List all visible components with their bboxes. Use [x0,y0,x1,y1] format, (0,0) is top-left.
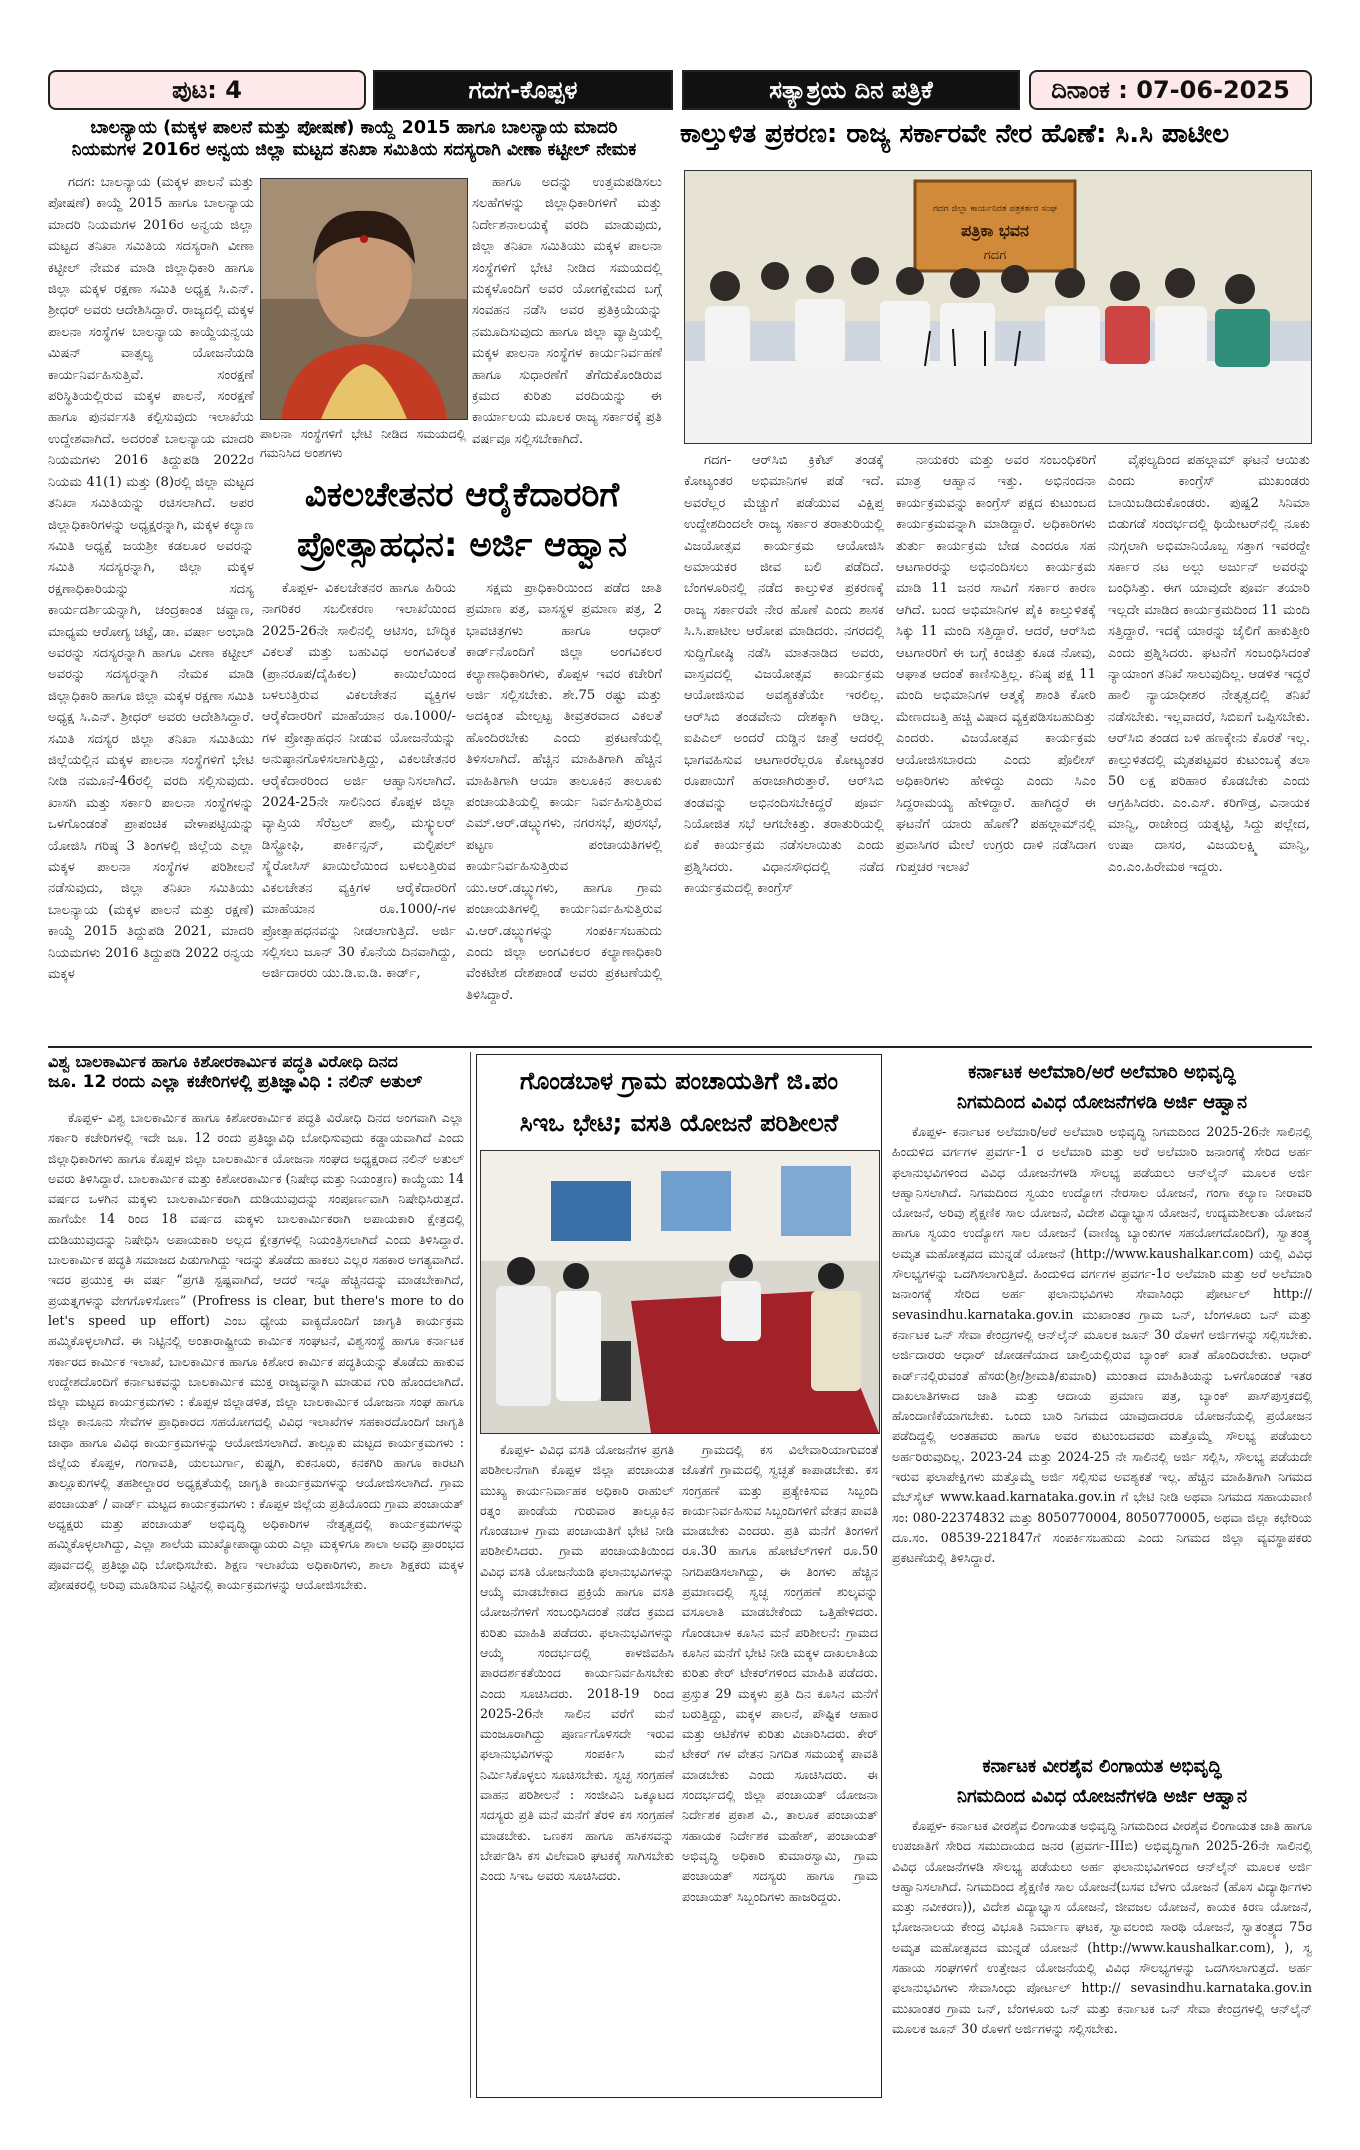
section-divider [48,1046,1312,1048]
article1-photo-caption: ಪಾಲನಾ ಸಂಸ್ಥೆಗಳಿಗೆ ಭೇಟಿ ನೀಡಿದ ಸಮಯದಲ್ಲಿ ಗಮನಿಸಿದ ಅಂಶಗಳು [260,426,466,460]
article1-column3 [472,172,662,472]
article1-col3-text: ಹಾಗೂ ಅದನ್ನು ಉತ್ತಮಪಡಿಸಲು ಸಲಹೆಗಳನ್ನು ಜಿಲ್ಲಾಧಿಕಾರಿಗಳಿಗೆ ಮತ್ತು ನಿರ್ದೇಶನಾಲಯಕ್ಕೆ ವರದಿ ಮಾಡುವುದು, ಜಿಲ್ಲಾ ತನಿಖಾ ಸಮಿತಿಯು ಮಕ್ಕಳ ಪಾಲನಾ ಸಂಸ್ಥೆಗಳಿಗೆ ಭೇಟಿ ನೀಡಿದ ಸಮಯದಲ್ಲಿ ಮಕ್ಕಳೊಂದಿಗೆ ಅವರ ಯೋಗಕ್ಷೇಮದ ಬಗ್ಗೆ ಸಂವಹನ ನಡೆಸಿ ಅವರ ಪ್ರತಿಕ್ರಿಯೆಯನ್ನು ನಮೂದಿಸುವುದು ಹಾಗೂ ಜಿಲ್ಲಾ ವ್ಯಾಪ್ತಿಯಲ್ಲಿ ಮಕ್ಕಳ ಪಾಲನಾ ಸಂಸ್ಥೆಗಳ ಕಾರ್ಯನಿರ್ವಹಣೆ ಹಾಗೂ ಸುಧಾರಣೆಗೆ ತೆಗೆದುಕೊಂಡಿರುವ ಕ್ರಮದ ಕುರಿತು ವರದಿಯನ್ನು ಈ ಕಾರ್ಯಾಲಯ ಮೂಲಕ ರಾಜ್ಯ ಸರ್ಕಾರಕ್ಕೆ ಪ್ರತಿ ವರ್ಷವೂ ಸಲ್ಲಿಸಬೇಕಾಗಿದೆ. [472,175,662,447]
article3-col1-text: ಗದಗ- ಆರ್‌ಸಿಬಿ ಕ್ರಿಕೆಟ್ ತಂಡಕ್ಕೆ ಕೋಟ್ಯಂತರ ಅಭಿಮಾನಿಗಳ ಪಡೆ ಇದೆ. ಅವರೆಲ್ಲರ ಮೆಚ್ಚುಗೆ ಪಡೆಯುವ ವಿಕ್ಷಿಪ್ತ ಉದ್ದೇಶದಿಂದಲೇ ರಾಜ್ಯ ಸರ್ಕಾರ ತರಾತುರಿಯಲ್ಲಿ ವಿಜಯೋತ್ಸವ ಕಾರ್ಯಕ್ರಮ ಆಯೋಜಿಸಿ ಅಮಾಯಕರ ಜೀವ ಬಲಿ ಪಡೆದಿದೆ. ಬೆಂಗಳೂರಿನಲ್ಲಿ ನಡೆದ ಕಾಲ್ತುಳಿತ ಪ್ರಕರಣಕ್ಕೆ ರಾಜ್ಯ ಸರ್ಕಾರವೇ ನೇರ ಹೊಣೆ ಎಂದು ಶಾಸಕ ಸಿ.ಸಿ.ಪಾಟೀಲ ಆರೋಪ ಮಾಡಿದರು. ನಗರದಲ್ಲಿ ಸುದ್ದಿಗೋಷ್ಠಿ ನಡೆಸಿ ಮಾತನಾಡಿದ ಅವರು, ವಾಸ್ತವದಲ್ಲಿ ವಿಜಯೋತ್ಸವ ಕಾರ್ಯಕ್ರಮ ಆಯೋಜಿಸುವ ಅವಶ್ಯಕತೆಯೇ ಇರಲಿಲ್ಲ. ಆರ್‌ಸಿಬಿ ತಂಡವೇನು ದೇಶಕ್ಕಾಗಿ ಆಡಿಲ್ಲ. ಐಪಿಎಲ್ ಅಂದರೆ ದುಡ್ಡಿನ ಜಾತ್ರೆ ಆದರಲ್ಲಿ ಭಾಗವಹಿಸುವ ಆಟಗಾರರೆಲ್ಲರೂ ಕೋಟ್ಯಂತರ ರೂಪಾಯಿಗೆ ಹರಾಜಾಗಿರುತ್ತಾರೆ. ಆರ್‌ಸಿಬಿ ತಂಡವನ್ನು ಅಭಿನಂದಿಸಬೇಕಿದ್ದರೆ ಪೂರ್ವ ನಿಯೋಜಿತ ಸಭೆ ಆಗಬೇಕಿತ್ತು. ತರಾತುರಿಯಲ್ಲಿ ಏಕೆ ಕಾರ್ಯಕ್ರಮ ನಡೆಸಲಾಯಿತು ಎಂದು ಪ್ರಶ್ನಿಸಿದರು. ವಿಧಾನಸೌಧದಲ್ಲಿ ನಡೆದ ಕಾರ್ಯಕ್ರಮದಲ್ಲಿ ಕಾಂಗ್ರೆಸ್ [684,453,884,897]
article7-headline-line1: ಕರ್ನಾಟಕ ವೀರಶೈವ ಲಿಂಗಾಯತ ಅಭಿವೃದ್ಧಿ [982,1756,1222,1777]
article3-col2-text: ನಾಯಕರು ಮತ್ತು ಅವರ ಸಂಬಂಧಿಕರಿಗೆ ಮಾತ್ರ ಆಹ್ವಾನ ಇತ್ತು. ಅಭಿನಂದನಾ ಕಾರ್ಯಕ್ರಮವನ್ನು ಕಾಂಗ್ರೆಸ್ ಪಕ್ಷದ ಕುಟುಂಬದ ಕಾರ್ಯಕ್ರಮವನ್ನಾಗಿ ಮಾಡಿದ್ದಾರೆ. ಅಧಿಕಾರಿಗಳು ತುರ್ತು ಕಾರ್ಯಕ್ರಮ ಬೇಡ ಎಂದರೂ ಸಹ ಆಟಗಾರರನ್ನು ಅಭಿನಂದಿಸಲು ಕಾರ್ಯಕ್ರಮ ಮಾಡಿ 11 ಜನರ ಸಾವಿಗೆ ಸರ್ಕಾರ ಕಾರಣ ಆಗಿದೆ. ಬಂದ ಅಭಿಮಾನಿಗಳ ಪೈಕಿ ಕಾಲ್ತುಳಿತಕ್ಕೆ ಸಿಕ್ಕು 11 ಮಂದಿ ಸತ್ತಿದ್ದಾರೆ. ಆದರೆ, ಆರ್‌ಸಿಬಿ ಆಟಗಾರರಿಗೆ ಈ ಬಗ್ಗೆ ಕಿಂಚಿತ್ತು ಕೂಡ ನೋವು, ಆಘಾತ ಆದಂತೆ ಕಾಣಿಸುತ್ತಿಲ್ಲ. ಕನಿಷ್ಠ ಪಕ್ಷ 11 ಮಂದಿ ಅಭಿಮಾನಿಗಳ ಆತ್ಮಕ್ಕೆ ಶಾಂತಿ ಕೋರಿ ಮೇಣದಬತ್ತಿ ಹಚ್ಚಿ ವಿಷಾದ ವ್ಯಕ್ತಪಡಿಸಬಹುದಿತ್ತು ಎಂದರು. ವಿಜಯೋತ್ಸವ ಕಾರ್ಯಕ್ರಮ ಆಯೋಜಿಸಬಾರದು ಎಂದು ಪೊಲೀಸ್ ಅಧಿಕಾರಿಗಳು ಹೇಳಿದ್ದು ಎಂದು ಸಿಎಂ ಸಿದ್ದರಾಮಯ್ಯ ಹೇಳಿದ್ದಾರೆ. ಹಾಗಿದ್ದರೆ ಈ ಘಟನೆಗೆ ಯಾರು ಹೊಣೆ? ಪಹಲ್ಗಾಮ್‌ನಲ್ಲಿ ಪ್ರವಾಸಿಗರ ಮೇಲೆ ಉಗ್ರರು ದಾಳಿ ನಡೆಸಿದಾಗ ಗುಪ್ತಚರ ಇಲಾಖೆ [896,453,1096,875]
article2-headline [262,470,662,570]
article5-col1-text: ಕೊಪ್ಪಳ- ವಿವಿಧ ವಸತಿ ಯೋಜನೆಗಳ ಪ್ರಗತಿ ಪರಿಶೀಲನೆಗಾಗಿ ಕೊಪ್ಪಳ ಜಿಲ್ಲಾ ಪಂಚಾಯತ ಮುಖ್ಯ ಕಾರ್ಯನಿರ್ವಾಹಕ ಅಧಿಕಾರಿ ರಾಹುಲ್ ರತ್ನಂ ಪಾಂಡೆಯ ಗುರುವಾರ ತಾಲ್ಲೂಕಿನ ಗೊಂಡಬಾಳ ಗ್ರಾಮ ಪಂಚಾಯತಿಗೆ ಭೇಟಿ ನೀಡಿ ಪರಿಶೀಲಿಸಿದರು. ಗ್ರಾಮ ಪಂಚಾಯತಿಯಿಂದ ವಿವಿಧ ವಸತಿ ಯೋಜನೆಯಡಿ ಫಲಾನುಭವಿಗಳನ್ನು ಆಯ್ಕೆ ಮಾಡಬೇಕಾದ ಪ್ರಕ್ರಿಯೆ ಹಾಗೂ ವಸತಿ ಯೋಜನೆಗಳಿಗೆ ಸಂಬಂಧಿಸಿದಂತೆ ನಡೆದ ಕ್ರಮದ ಕುರಿತು ಮಾಹಿತಿ ಪಡೆದರು. ಫಲಾನುಭವಿಗಳನ್ನು ಆಯ್ಕೆ ಸಂದರ್ಭದಲ್ಲಿ ಕಾಳಜಿವಹಿಸಿ ಪಾರದರ್ಶಕತೆಯಿಂದ ಕಾರ್ಯನಿರ್ವಹಿಸಬೇಕು ಎಂದು ಸೂಚಿಸಿದರು. 2018-19 ರಿಂದ 2025-26ನೇ ಸಾಲಿನ ವರೆಗೆ ಮನೆ ಮಂಜೂರಾಗಿದ್ದು ಪೂರ್ಣಗೊಳಿಸದೇ ಇರುವ ಫಲಾನುಭವಿಗಳನ್ನು ಸಂಪರ್ಕಿಸಿ ಮನೆ ನಿರ್ಮಿಸಿಕೊಳ್ಳಲು ಸೂಚಿಸಬೇಕು. ಸ್ವಚ್ಛ ಸಂಗ್ರಹಣೆ ವಾಹನ ಪರಿಶೀಲನೆ : ಸಂಜೀವಿನಿ ಒಕ್ಕೂಟದ ಸದಸ್ಯರು ಪ್ರತಿ ಮನೆ ಮನೆಗೆ ತೆರಳಿ ಕಸ ಸಂಗ್ರಹಣೆ ಮಾಡಬೇಕು. ಒಣಕಸ ಹಾಗೂ ಹಸಿಕಸವನ್ನು ಬೇರ್ಪಡಿಸಿ ಕಸ ವಿಲೇವಾರಿ ಘಟಕಕ್ಕೆ ಸಾಗಿಸಬೇಕು ಎಂದು ಸಿಇಒ ಅವರು ಸೂಚಿಸಿದರು. [480,1442,674,1884]
masthead: ಸತ್ಯಾಶ್ರಯ ದಿನ ಪತ್ರಿಕೆ [682,70,1020,110]
article3-column2 [896,450,1096,1040]
article5-photo [480,1150,880,1434]
page-header [48,70,1312,112]
article3-column3 [1108,450,1310,1040]
article5-col2-text: ಗ್ರಾಮದಲ್ಲಿ ಕಸ ವಿಲೇವಾರಿಯಾಗುವಂತೆ ಜೊತೆಗೆ ಗ್ರಾಮದಲ್ಲಿ ಸ್ವಚ್ಛತೆ ಕಾಪಾಡಬೇಕು. ಕಸ ಸಂಗ್ರಹಣೆ ಮತ್ತು ಪ್ರತ್ಯೇಕಿಸುವ ಸಿಬ್ಬಂದಿ ಕಾರ್ಯನಿರ್ವಹಿಸುವ ಸಿಬ್ಬಂದಿಗಳಿಗೆ ವೇತನ ಪಾವತಿ ಮಾಡಬೇಕು ಎಂದರು. ಪ್ರತಿ ಮನೆಗೆ ತಿಂಗಳಿಗೆ ರೂ.30 ಹಾಗೂ ಹೋಟೆಲ್‌ಗಳಿಗೆ ರೂ.50 ನಿಗದಿಪಡಿಸಲಾಗಿದ್ದು, ಈ ತಿಂಗಳು ಹೆಚ್ಚಿನ ಪ್ರಮಾಣದಲ್ಲಿ ಸ್ವಚ್ಛ ಸಂಗ್ರಹಣೆ ಶುಲ್ಕವನ್ನು ವಸೂಲಾತಿ ಮಾಡಬೇಕೆಂದು ಒತ್ತಿಹೇಳಿದರು. ಗೊಂಡಬಾಳ ಕೂಸಿನ ಮನೆ ಪರಿಶೀಲನೆ: ಗ್ರಾಮದ ಕೂಸಿನ ಮನೆಗೆ ಭೇಟಿ ನೀಡಿ ಮಕ್ಕಳ ದಾಖಲಾತಿಯ ಕುರಿತು ಕೇರ್ ಟೇಕರ್‌ಗಳಿಂದ ಮಾಹಿತಿ ಪಡೆದರು. ಪ್ರಸ್ತುತ 29 ಮಕ್ಕಳು ಪ್ರತಿ ದಿನ ಕೂಸಿನ ಮನೆಗೆ ಬರುತ್ತಿದ್ದು, ಮಕ್ಕಳ ಪಾಲನೆ, ಪೌಷ್ಟಿಕ ಆಹಾರ ಮತ್ತು ಆಟಿಕೆಗಳ ಕುರಿತು ವಿಚಾರಿಸಿದರು. ಕೇರ್ ಟೇಕರ್ ಗಳ ವೇತನ ನಿಗದಿತ ಸಮಯಕ್ಕೆ ಪಾವತಿ ಮಾಡಬೇಕು ಎಂದು ಸೂಚಿಸಿದರು. ಈ ಸಂದರ್ಭದಲ್ಲಿ ಜಿಲ್ಲಾ ಪಂಚಾಯತ್ ಯೋಜನಾ ನಿರ್ದೇಶಕ ಪ್ರಕಾಶ ವಿ., ತಾಲೂಕ ಪಂಚಾಯತ್ ಸಹಾಯಕ ನಿರ್ದೇಶಕ ಮಹೇಶ್, ಪಂಚಾಯತ್ ಅಭಿವೃದ್ಧಿ ಅಧಿಕಾರಿ ಕುಮಾರಸ್ವಾಮಿ, ಗ್ರಾಮ ಪಂಚಾಯತ್ ಸದಸ್ಯರು ಹಾಗೂ ಗ್ರಾಮ ಪಂಚಾಯತ್ ಸಿಬ್ಬಂದಿಗಳು ಹಾಜರಿದ್ದರು. [682,1442,878,1904]
article2-headline-line1: ವಿಕಲಚೇತನರ ಆರೈಕೆದಾರರಿಗೆ [304,475,620,515]
banner-line3: ಗದಗ [983,248,1007,263]
article1-column1 [48,172,254,1037]
article6-body-text: ಕೊಪ್ಪಳ- ಕರ್ನಾಟಕ ಅಲೆಮಾರಿ/ಅರೆ ಅಲೆಮಾರಿ ಅಭಿವೃದ್ಧಿ ನಿಗಮದಿಂದ 2025-26ನೇ ಸಾಲಿನಲ್ಲಿ ಹಿಂದುಳಿದ ವರ್ಗಗಳ ಪ್ರವರ್ಗ-1 ರ ಅಲೆಮಾರಿ ಮತ್ತು ಅರೆ ಅಲೆಮಾರಿ ಜನಾಂಗಕ್ಕೆ ಸೇರಿದ ಅರ್ಹ ಫಲಾನುಭವಿಗಳಿಂದ ವಿವಿಧ ಯೋಜನೆಗಳಡಿ ಸೌಲಭ್ಯ ಪಡೆಯಲು ಆನ್‌ಲೈನ್ ಮೂಲಕ ಅರ್ಜಿ ಆಹ್ವಾನಿಸಲಾಗಿದೆ. ನಿಗಮದಿಂದ ಸ್ವಯಂ ಉದ್ಯೋಗ ನೇರಸಾಲ ಯೋಜನೆ, ಗಂಗಾ ಕಲ್ಯಾಣ ನೀರಾವರಿ ಯೋಜನೆ, ಅರಿವು ಶೈಕ್ಷಣಿಕ ಸಾಲ ಯೋಜನೆ, ವಿದೇಶ ವಿದ್ಯಾಭ್ಯಾಸ ಯೋಜನೆ, ಉದ್ಯಮಶೀಲತಾ ಯೋಜನೆ ಹಾಗೂ ಸ್ವಯಂ ಉದ್ಯೋಗ ಸಾಲ ಯೋಜನೆ (ವಾಣಿಜ್ಯ ಬ್ಯಾಂಕುಗಳ ಸಹಯೋಗದೊಂದಿಗೆ), ಸ್ವಾತಂತ್ರ್ಯ ಅಮೃತ ಮಹೋತ್ಸವದ ಮುನ್ನಡೆ ಯೋಜನೆ (http://www.kaushalkar.com) ಯಲ್ಲಿ ವಿವಿಧ ಸೌಲಭ್ಯಗಳನ್ನು ಒದಗಿಸಲಾಗುತ್ತಿದೆ. ಹಿಂದುಳಿದ ವರ್ಗಗಳ ಪ್ರವರ್ಗ-1ರ ಅಲೆಮಾರಿ ಮತ್ತು ಅರೆ ಅಲೆಮಾರಿ ಜನಾಂಗಕ್ಕೆ ಸೇರಿದ ಅರ್ಹ ಫಲಾನುಭವಿಗಳು ಸೇವಾಸಿಂಧು ಪೋರ್ಟಲ್ http:// sevasindhu.karnataka.gov.in ಮುಖಾಂತರ ಗ್ರಾಮ ಒನ್, ಬೆಂಗಳೂರು ಒನ್ ಮತ್ತು ಕರ್ನಾಟಕ ಒನ್ ಸೇವಾ ಕೇಂದ್ರಗಳಲ್ಲಿ ಆನ್‌ಲೈನ್ ಮೂಲಕ ಜೂನ್ 30 ರೊಳಗೆ ಅರ್ಜಿಗಳನ್ನು ಸಲ್ಲಿಸಬೇಕು. ಅರ್ಜಿದಾರರು ಆಧಾರ್ ಜೋಡಣೆಯಾದ ಚಾಲ್ತಿಯಲ್ಲಿರುವ ಬ್ಯಾಂಕ್ ಖಾತೆ ಹೊಂದಿರಬೇಕು. ಆಧಾರ್ ಕಾರ್ಡ್‌ನಲ್ಲಿರುವಂತೆ ಹೆಸರು(ಶ್ರೀ/ಶ್ರೀಮತಿ/ಕುಮಾರಿ) ಮುಂತಾದ ಮಾಹಿತಿಯನ್ನು ಒಳಗೊಂಡಂತೆ ಇತರ ದಾಖಲಾತಿಗಳಾದ ಜಾತಿ ಮತ್ತು ಆದಾಯ ಪ್ರಮಾಣ ಪತ್ರ, ಬ್ಯಾಂಕ್ ಪಾಸ್‌ಪುಸ್ತಕದಲ್ಲಿ ಹೊಂದಾಣಿಕೆಯಾಗಬೇಕು. ಒಂದು ಬಾರಿ ನಿಗಮದ ಯಾವುದಾದರೂ ಯೋಜನೆಯಲ್ಲಿ ಪ್ರಯೋಜನ ಪಡೆದಿದ್ದಲ್ಲಿ ಅಂತಹವರು ಹಾಗೂ ಅವರ ಕುಟುಂಬದವರು ಮತ್ತೊಮ್ಮೆ ಸೌಲಭ್ಯ ಪಡೆಯಲು ಅರ್ಹರಿರುವುದಿಲ್ಲ. 2023-24 ಮತ್ತು 2024-25 ನೇ ಸಾಲಿನಲ್ಲಿ ಅರ್ಜಿ ಸಲ್ಲಿಸಿ, ಸೌಲಭ್ಯ ಪಡೆಯದೇ ಇರುವ ಫಲಾಪೇಕ್ಷಿಗಳು ಮತ್ತೊಮ್ಮೆ ಅರ್ಜಿ ಸಲ್ಲಿಸುವ ಅವಶ್ಯಕತೆ ಇಲ್ಲ. ಹೆಚ್ಚಿನ ಮಾಹಿತಿಗಾಗಿ ನಿಗಮದ ವೆಬ್‌ಸೈಟ್ www.kaad.karnataka.gov.in ಗೆ ಭೇಟಿ ನೀಡಿ ಅಥವಾ ನಿಗಮದ ಸಹಾಯವಾಣಿ ಸಂ: 080-22374832 ಮತ್ತು 8050770004, 8050770005, ಅಥವಾ ಜಿಲ್ಲಾ ಕಛೇರಿಯ ದೂ.ಸಂ. 08539-221847ಗೆ ಸಂಪರ್ಕಿಸಬಹುದು ಎಂದು ನಿಗಮದ ಜಿಲ್ಲಾ ವ್ಯವಸ್ಥಾಪಕರು ಪ್ರಕಟಣೆಯಲ್ಲಿ ತಿಳಿಸಿದ್ದಾರೆ. [892,1124,1312,1566]
press-meet-image [685,171,1311,443]
article4-headline [48,1052,468,1093]
article4-headline-line2: ಜೂ. 12 ರಂದು ಎಲ್ಲಾ ಕಚೇರಿಗಳಲ್ಲಿ ಪ್ರತಿಜ್ಞಾವಿಧಿ : ನಲಿನ್ ಅತುಲ್ [48,1072,423,1092]
article2-column1 [262,578,456,1040]
article6-headline [892,1058,1312,1118]
article1-headline-line1: ಬಾಲನ್ಯಾಯ (ಮಕ್ಕಳ ಪಾಲನೆ ಮತ್ತು ಪೋಷಣೆ) ಕಾಯ್ದೆ 2015 ಹಾಗೂ ಬಾಲನ್ಯಾಯ ಮಾದರಿ [90,118,618,138]
article1-headline [48,118,660,162]
article3-photo [684,170,1312,444]
article4-body [48,1108,464,2098]
column-rule [470,1052,471,2098]
article2-column2 [466,578,662,1040]
article5-headline-line1: ಗೊಂಡಬಾಳ ಗ್ರಾಮ ಪಂಚಾಯತಿಗೆ ಜಿ.ಪಂ [520,1067,838,1095]
section-title: ಗದಗ-ಕೊಪ್ಪಳ [373,70,673,110]
article6-body [892,1122,1312,1742]
article5-headline-line2: ಸಿಇಒ ಭೇಟಿ; ವಸತಿ ಯೋಜನೆ ಪರಿಶೀಲನೆ [519,1109,839,1137]
portrait-image [261,179,467,419]
article6-headline-line2: ನಿಗಮದಿಂದ ವಿವಿಧ ಯೋಜನೆಗಳಡಿ ಅರ್ಜಿ ಆಹ್ವಾನ [956,1092,1248,1113]
article2-col2-text: ಸಕ್ಷಮ ಪ್ರಾಧಿಕಾರಿಯಿಂದ ಪಡೆದ ಜಾತಿ ಪ್ರಮಾಣ ಪತ್ರ, ವಾಸಸ್ಥಳ ಪ್ರಮಾಣ ಪತ್ರ, 2 ಭಾವಚಿತ್ರಗಳು ಹಾಗೂ ಆಧಾರ್ ಕಾರ್ಡ್‌ನೊಂದಿಗೆ ಜಿಲ್ಲಾ ಅಂಗವಿಕಲರ ಕಲ್ಯಾಣಾಧಿಕಾರಿಗಳು, ಕೊಪ್ಪಳ ಇವರ ಕಚೇರಿಗೆ ಅರ್ಜಿ ಸಲ್ಲಿಸಬೇಕು. ಶೇ.75 ರಷ್ಟು ಮತ್ತು ಅದಕ್ಕಿಂತ ಮೇಲ್ಪಟ್ಟ ತೀವ್ರತರವಾದ ವಿಕಲತೆ ಹೊಂದಿರಬೇಕು ಎಂದು ಪ್ರಕಟಣೆಯಲ್ಲಿ ತಿಳಿಸಲಾಗಿದೆ. ಹೆಚ್ಚಿನ ಮಾಹಿತಿಗಾಗಿ ಹೆಚ್ಚಿನ ಮಾಹಿತಿಗಾಗಿ ಆಯಾ ತಾಲೂಕಿನ ತಾಲೂಕು ಪಂಚಾಯತಿಯಲ್ಲಿ ಕಾರ್ಯ ನಿರ್ವಹಿಸುತ್ತಿರುವ ಎಮ್.ಆರ್.ಡಬ್ಲ್ಯುಗಳು, ನಗರಸಭೆ, ಪುರಸಭೆ, ಪಟ್ಟಣ ಪಂಚಾಯತಿಗಳಲ್ಲಿ ಕಾರ್ಯನಿರ್ವಹಿಸುತ್ತಿರುವ ಯು.ಆರ್.ಡಬ್ಲ್ಯುಗಳು, ಹಾಗೂ ಗ್ರಾಮ ಪಂಚಾಯತಿಗಳಲ್ಲಿ ಕಾರ್ಯನಿರ್ವಹಿಸುತ್ತಿರುವ ವಿ.ಆರ್.ಡಬ್ಲ್ಯುಗಳನ್ನು ಸಂಪರ್ಕಿಸಬಹುದು ಎಂದು ಜಿಲ್ಲಾ ಅಂಗವಿಕಲರ ಕಲ್ಯಾಣಾಧಿಕಾರಿ ವೆಂಕಟೇಶ ದೇಶಪಾಂಡೆ ಅವರು ಪ್ರಕಟಣೆಯಲ್ಲಿ ತಿಳಿಸಿದ್ದಾರೆ. [466,581,662,1003]
meeting-room-image [481,1151,879,1433]
article4-body-text: ಕೊಪ್ಪಳ- ವಿಶ್ವ ಬಾಲಕಾರ್ಮಿಕ ಹಾಗೂ ಕಿಶೋರಕಾರ್ಮಿಕ ಪದ್ಧತಿ ವಿರೋಧಿ ದಿನದ ಅಂಗವಾಗಿ ಎಲ್ಲಾ ಸರ್ಕಾರಿ ಕಚೇರಿಗಳಲ್ಲಿ ಇದೇ ಜೂ. 12 ರಂದು ಪ್ರತಿಜ್ಞಾವಿಧಿ ಬೋಧಿಸುವುದು ಕಡ್ಡಾಯವಾಗಿದೆ ಎಂದು ಜಿಲ್ಲಾಧಿಕಾರಿಗಳು ಹಾಗೂ ಕೊಪ್ಪಳ ಜಿಲ್ಲಾ ಬಾಲಕಾರ್ಮಿಕ ಯೋಜನಾ ಸಂಘದ ಅಧ್ಯಕ್ಷರಾದ ನಲಿನ್ ಅತುಲ್ ಅವರು ತಿಳಿಸಿದ್ದಾರೆ. ಬಾಲಕಾರ್ಮಿಕ ಮತ್ತು ಕಿಶೋರಕಾರ್ಮಿಕ (ನಿಷೇಧ ಮತ್ತು ನಿಯಂತ್ರಣ) ಕಾಯ್ದೆಯು 14 ವರ್ಷದ ಒಳಗಿನ ಮಕ್ಕಳು ಬಾಲಕಾರ್ಮಿಕರಾಗಿ ದುಡಿಯುವುದನ್ನು ಸಂಪೂರ್ಣವಾಗಿ ನಿಷೇಧಿಸಿರುತ್ತದೆ. ಹಾಗೆಯೇ 14 ರಿಂದ 18 ವರ್ಷದ ಮಕ್ಕಳು ಬಾಲಕಾರ್ಮಿಕರಾಗಿ ಅಪಾಯಕಾರಿ ಕ್ಷೇತ್ರದಲ್ಲಿ ದುಡಿಯುವುದನ್ನು ನಿಷೇಧಿಸಿ ಅಪಾಯಕಾರಿ ಅಲ್ಲದ ಕ್ಷೇತ್ರಗಳಲ್ಲಿ ನಿಯಂತ್ರಿಸಲಾಗಿದೆ ಎಂದು ತಿಳಿಸಿದ್ದಾರೆ. ಬಾಲಕಾರ್ಮಿಕ ಪದ್ಧತಿ ಸಮಾಜದ ಪಿಡುಗಾಗಿದ್ದು ಇದನ್ನು ತೊಡೆದು ಹಾಕಲು ಎಲ್ಲರ ಸಹಕಾರ ಅಗತ್ಯವಾಗಿದೆ. ಇದರ ಪ್ರಯುಕ್ತ ಈ ವರ್ಷ “ಪ್ರಗತಿ ಸ್ಪಷ್ಟವಾಗಿದೆ, ಆದರೆ ಇನ್ನೂ ಹೆಚ್ಚಿನದನ್ನು ಮಾಡಬೇಕಾಗಿದೆ, ಪ್ರಯತ್ನಗಳನ್ನು ವೇಗಗೊಳಿಸೋಣ” (Profress is clear, but there's more to do let's speed up effort) ಎಂಬ ಧ್ಯೇಯ ವಾಕ್ಯದೊಂದಿಗೆ ಜಾಗೃತಿ ಕಾರ್ಯಕ್ರಮ ಹಮ್ಮಿಕೊಳ್ಳಲಾಗಿದೆ. ಈ ನಿಟ್ಟಿನಲ್ಲಿ ಅಂತಾರಾಷ್ಟ್ರೀಯ ಕಾರ್ಮಿಕ ಸಂಘಟನೆ, ವಿಶ್ವಸಂಸ್ಥೆ ಹಾಗೂ ಕರ್ನಾಟಕ ಸರ್ಕಾರದ ಕಾರ್ಮಿಕ ಇಲಾಖೆ, ಬಾಲಕಾರ್ಮಿಕ ಹಾಗೂ ಕಿಶೋರ ಕಾರ್ಮಿಕ ಪದ್ಧತಿಯನ್ನು ತೊಡೆದು ಹಾಕುವ ಉದ್ದೇಶದೊಂದಿಗೆ ಕರ್ನಾಟಕವನ್ನು ಬಾಲಕಾರ್ಮಿಕ ಮುಕ್ತ ರಾಜ್ಯವನ್ನಾಗಿ ಮಾಡುವ ಗುರಿ ಹೊಂದಲಾಗಿದೆ. ಜಿಲ್ಲಾ ಮಟ್ಟದ ಕಾರ್ಯಕ್ರಮಗಳು : ಕೊಪ್ಪಳ ಜಿಲ್ಲಾಡಳಿತ, ಜಿಲ್ಲಾ ಬಾಲಕಾರ್ಮಿಕ ಯೋಜನಾ ಸಂಘ ಹಾಗೂ ಜಿಲ್ಲಾ ಕಾನೂನು ಸೇವೆಗಳ ಪ್ರಾಧಿಕಾರದ ಸಹಯೋಗದಲ್ಲಿ ವಿವಿಧ ಇಲಾಖೆಗಳ ಸಹಕಾರದೊಂದಿಗೆ ಜಾಗೃತಿ ಜಾಥಾ ಹಾಗೂ ವಿವಿಧ ಕಾರ್ಯಕ್ರಮಗಳನ್ನು ಆಯೋಜಿಸಲಾಗಿದೆ. ತಾಲ್ಲೂಕು ಮಟ್ಟದ ಕಾರ್ಯಕ್ರಮಗಳು : ಜಿಲ್ಲೆಯ ಕೊಪ್ಪಳ, ಗಂಗಾವತಿ, ಯಲಬುರ್ಗಾ, ಕುಷ್ಟಗಿ, ಕುಕನೂರು, ಕನಕಗಿರಿ ಹಾಗೂ ಕಾರಟಗಿ ತಾಲ್ಲೂಕುಗಳಲ್ಲಿ ತಹಶೀಲ್ದಾರರ ಅಧ್ಯಕ್ಷತೆಯಲ್ಲಿ ಜಾಗೃತಿ ಕಾರ್ಯಕ್ರಮಗಳನ್ನು ಆಯೋಜಿಸಲಾಗಿದೆ. ಗ್ರಾಮ ಪಂಚಾಯತ್ / ವಾರ್ಡ್ ಮಟ್ಟದ ಕಾರ್ಯಕ್ರಮಗಳು : ಕೊಪ್ಪಳ ಜಿಲ್ಲೆಯ ಪ್ರತಿಯೊಂದು ಗ್ರಾಮ ಪಂಚಾಯತ್ ಅಧ್ಯಕ್ಷರು ಮತ್ತು ಪಂಚಾಯತ್ ಅಭಿವೃದ್ಧಿ ಅಧಿಕಾರಿಗಳ ನೇತೃತ್ವದಲ್ಲಿ ಕಾರ್ಯಕ್ರಮಗಳನ್ನು ಹಮ್ಮಿಕೊಳ್ಳಲಾಗಿದ್ದು, ಎಲ್ಲಾ ಶಾಲೆಯ ಮುಖ್ಯೋಪಾಧ್ಯಾಯರು ಎಲ್ಲಾ ಮಕ್ಕಳಿಗೂ ಶಾಲಾ ಅವಧಿ ಪ್ರಾರಂಭದ ಪೂರ್ವದಲ್ಲಿ ಪ್ರತಿಜ್ಞಾವಿಧಿ ಬೋಧಿಸಬೇಕು. ಶಿಕ್ಷಣ ಇಲಾಖೆಯ ಅಧಿಕಾರಿಗಳು, ಶಾಲಾ ಶಿಕ್ಷಕರು ಮಕ್ಕಳ ಪೋಷಕರಲ್ಲಿ ಅರಿವು ಮೂಡಿಸುವ ನಿಟ್ಟಿನಲ್ಲಿ ಕಾರ್ಯಕ್ರಮಗಳನ್ನು ಆಯೋಜಿಸಬೇಕು. [48,1110,464,1592]
article1-col1-text: ಗದಗ: ಬಾಲನ್ಯಾಯ (ಮಕ್ಕಳ ಪಾಲನೆ ಮತ್ತು ಪೋಷಣೆ) ಕಾಯ್ದೆ 2015 ಹಾಗೂ ಬಾಲನ್ಯಾಯ ಮಾದರಿ ನಿಯಮಗಳ 2016ರ ಅನ್ವಯ ಜಿಲ್ಲಾ ಮಟ್ಟದ ತನಿಖಾ ಸಮಿತಿಯ ಸದಸ್ಯರಾಗಿ ವೀಣಾ ಕಟ್ಟೀಲ್ ನೇಮಕ ಮಾಡಿ ಜಿಲ್ಲಾಧಿಕಾರಿ ಹಾಗೂ ಜಿಲ್ಲಾ ಮಕ್ಕಳ ರಕ್ಷಣಾ ಸಮಿತಿ ಅಧ್ಯಕ್ಷ ಸಿ.ಎನ್. ಶ್ರೀಧರ್ ಅವರು ಆದೇಶಿಸಿದ್ದಾರೆ. ರಾಜ್ಯದಲ್ಲಿ ಮಕ್ಕಳ ಪಾಲನಾ ಸಂಸ್ಥೆಗಳ ಬಾಲನ್ಯಾಯ ಕಾಯ್ದೆಯನ್ವಯ ಮಿಷನ್ ವಾತ್ಸಲ್ಯ ಯೋಜನೆಯಡಿ ಕಾರ್ಯನಿರ್ವಹಿಸುತ್ತಿವೆ. ಸಂರಕ್ಷಣೆ ಪರಿಸ್ಥಿತಿಯಲ್ಲಿರುವ ಮಕ್ಕಳ ಪಾಲನೆ, ಸಂರಕ್ಷಣೆ ಹಾಗೂ ಪುನರ್ವಸತಿ ಕಲ್ಪಿಸುವುದು ಇಲಾಖೆಯ ಉದ್ದೇಶವಾಗಿದೆ. ಅದರಂತೆ ಬಾಲನ್ಯಾಯ ಮಾದರಿ ನಿಯಮಗಳು 2016 ತಿದ್ದುಪಡಿ 2022ರ ನಿಯಮ 41(1) ಮತ್ತು (8)ರಲ್ಲಿ ಜಿಲ್ಲಾ ಮಟ್ಟದ ತನಿಖಾ ಸಮಿತಿಯನ್ನು ರಚಿಸಲಾಗಿದೆ. ಅಪರ ಜಿಲ್ಲಾಧಿಕಾರಿಗಳನ್ನು ಅಧ್ಯಕ್ಷರನ್ನಾಗಿ, ಮಕ್ಕಳ ಕಲ್ಯಾಣ ಸಮಿತಿ ಅಧ್ಯಕ್ಷೆ ಜಯಶ್ರೀ ಕಡಲೂರ ಅವರನ್ನು ಸಮಿತಿ ಸದಸ್ಯರನ್ನಾಗಿ, ಜಿಲ್ಲಾ ಮಕ್ಕಳ ರಕ್ಷಣಾಧಿಕಾರಿಯನ್ನು ಸದಸ್ಯ ಕಾರ್ಯದರ್ಶಿಯನ್ನಾಗಿ, ಚಂದ್ರಕಾಂತ ಚವ್ಹಾಣ, ಮಾಧ್ಯಮ ಆರೋಗ್ಯ ಚಟ್ಟೆ, ಡಾ. ವರ್ಷಾ ಅಂಭಾಡಿ ಅವರನ್ನು ಸದಸ್ಯರನ್ನಾಗಿ ಹಾಗೂ ವೀಣಾ ಕಟ್ಟೀಲ್ ಅವರನ್ನು ಸದಸ್ಯರನ್ನಾಗಿ ನೇಮಕ ಮಾಡಿ ಜಿಲ್ಲಾಧಿಕಾರಿ ಹಾಗೂ ಜಿಲ್ಲಾ ಮಕ್ಕಳ ರಕ್ಷಣಾ ಸಮಿತಿ ಅಧ್ಯಕ್ಷ ಸಿ.ಎನ್. ಶ್ರೀಧರ್ ಅವರು ಆದೇಶಿಸಿದ್ದಾರೆ. ಸಮಿತಿ ಸದಸ್ಯರ ಜಿಲ್ಲಾ ತನಿಖಾ ಸಮಿತಿಯು ಜಿಲ್ಲೆಯಲ್ಲಿನ ಮಕ್ಕಳ ಪಾಲನಾ ಸಂಸ್ಥೆಗಳಿಗೆ ಭೇಟಿ ನೀಡಿ ನಮೂನೆ-46ರಲ್ಲಿ ವರದಿ ಸಲ್ಲಿಸುವುದು. ಖಾಸಗಿ ಮತ್ತು ಸರ್ಕಾರಿ ಪಾಲನಾ ಸಂಸ್ಥೆಗಳನ್ನು ಒಳಗೊಂಡಂತೆ ಪ್ರಾಪಂಚಿಕ ವೇಳಾಪಟ್ಟಿಯನ್ನು ಯೋಜಿಸಿ ಗರಿಷ್ಠ 3 ತಿಂಗಳಲ್ಲಿ ಜಿಲ್ಲೆಯ ಎಲ್ಲಾ ಮಕ್ಕಳ ಪಾಲನಾ ಸಂಸ್ಥೆಗಳ ಪರಿಶೀಲನೆ ನಡೆಸುವುದು, ಜಿಲ್ಲಾ ತನಿಖಾ ಸಮಿತಿಯು ಬಾಲನ್ಯಾಯ (ಮಕ್ಕಳ ಪಾಲನೆ ಮತ್ತು ರಕ್ಷಣೆ) ಕಾಯ್ದೆ 2015 ತಿದ್ದುಪಡಿ 2021, ಮಾದರಿ ನಿಯಮಗಳು 2016 ತಿದ್ದುಪಡಿ 2022 ರನ್ವಯ ಮಕ್ಕಳ [48,175,254,983]
article7-body-text: ಕೊಪ್ಪಳ- ಕರ್ನಾಟಕ ವೀರಶೈವ ಲಿಂಗಾಯತ ಅಭಿವೃದ್ಧಿ ನಿಗಮದಿಂದ ವೀರಶೈವ ಲಿಂಗಾಯತ ಜಾತಿ ಹಾಗೂ ಉಪಜಾತಿಗೆ ಸೇರಿದ ಸಮುದಾಯದ ಜನರ (ಪ್ರವರ್ಗ-IIIಬಿ) ಅಭಿವೃದ್ಧಿಗಾಗಿ 2025-26ನೇ ಸಾಲಿನಲ್ಲಿ ವಿವಿಧ ಯೋಜನೆಗಳಡಿ ಸೌಲಭ್ಯ ಪಡೆಯಲು ಅರ್ಹ ಫಲಾನುಭವಿಗಳಿಂದ ಆನ್‌ಲೈನ್ ಮೂಲಕ ಅರ್ಜಿ ಆಹ್ವಾನಿಸಲಾಗಿದೆ. ನಿಗಮದಿಂದ ಶೈಕ್ಷಣಿಕ ಸಾಲ ಯೋಜನೆ(ಬಸವ ಬೆಳಗು ಯೋಜನೆ (ಹೊಸ ವಿದ್ಯಾರ್ಥಿಗಳು ಮತ್ತು ನವೀಕರಣ)), ವಿದೇಶ ವಿದ್ಯಾಭ್ಯಾಸ ಯೋಜನೆ, ಜೀವಜಲ ಯೋಜನೆ, ಕಾಯಕ ಕಿರಣ ಯೋಜನೆ, ಭೋಜನಾಲಯ ಕೇಂದ್ರ ವಿಭೂತಿ ನಿರ್ಮಾಣ ಘಟಕ, ಸ್ವಾವಲಂಬಿ ಸಾರಥಿ ಯೋಜನೆ, ಸ್ವಾತಂತ್ರ್ಯದ 75ರ ಅಮೃತ ಮಹೋತ್ಸವದ ಮುನ್ನಡೆ ಯೋಜನೆ (http://www.kaushalkar.com), ), ಸ್ವ ಸಹಾಯ ಸಂಘಗಳಿಗೆ ಉತ್ತೇಜನ ಯೋಜನೆಯಲ್ಲಿ ವಿವಿಧ ಸೌಲಭ್ಯಗಳನ್ನು ಒದಗಿಸಲಾಗುತ್ತದೆ. ಅರ್ಹ ಫಲಾನುಭವಿಗಳು ಸೇವಾಸಿಂಧು ಪೋರ್ಟಲ್ http:// sevasindhu.karnataka.gov.in ಮುಖಾಂತರ ಗ್ರಾಮ ಒನ್, ಬೆಂಗಳೂರು ಒನ್ ಮತ್ತು ಕರ್ನಾಟಕ ಒನ್ ಸೇವಾ ಕೇಂದ್ರಗಳಲ್ಲಿ ಆನ್‌ಲೈನ್ ಮೂಲಕ ಜೂನ್ 30 ರೊಳಗೆ ಅರ್ಜಿಗಳನ್ನು ಸಲ್ಲಿಸಬೇಕು. [892,1818,1312,2036]
article3-column1 [684,450,884,1040]
article7-headline-line2: ನಿಗಮದಿಂದ ವಿವಿಧ ಯೋಜನೆಗಳಡಿ ಅರ್ಜಿ ಆಹ್ವಾನ [956,1786,1248,1807]
article6-headline-line1: ಕರ್ನಾಟಕ ಅಲೆಮಾರಿ/ಅರೆ ಅಲೆಮಾರಿ ಅಭಿವೃದ್ಧಿ [968,1062,1236,1083]
article2-headline-line2: ಪ್ರೋತ್ಸಾಹಧನ: ಅರ್ಜಿ ಆಹ್ವಾನ [296,525,628,565]
article7-headline [892,1752,1312,1812]
issue-date: ದಿನಾಂಕ : 07-06-2025 [1029,70,1312,110]
article1-headline-line2: ನಿಯಮಗಳ 2016ರ ಅನ್ವಯ ಜಿಲ್ಲಾ ಮಟ್ಟದ ತನಿಖಾ ಸಮಿತಿಯ ಸದಸ್ಯರಾಗಿ ವೀಣಾ ಕಟ್ಟೀಲ್ ನೇಮಕ [71,139,637,160]
article4-headline-line1: ವಿಶ್ವ ಬಾಲಕಾರ್ಮಿಕ ಹಾಗೂ ಕಿಶೋರಕಾರ್ಮಿಕ ಪದ್ಧತಿ ವಿರೋಧಿ ದಿನದ [48,1052,398,1071]
page-number: ಪುಟ: 4 [48,70,366,110]
article5-column1 [480,1440,674,2094]
article1-photo [260,178,468,420]
article3-col3-text: ವೈಫಲ್ಯದಿಂದ ಪಹಲ್ಗಾಮ್ ಘಟನೆ ಆಯಿತು ಎಂದು ಕಾಂಗ್ರೆಸ್ ಮುಖಂಡರು ಬಾಯಿಬಡಿದುಕೊಂಡರು. ಪುಷ್ಪ2 ಸಿನಿಮಾ ಬಿಡುಗಡೆ ಸಂದರ್ಭದಲ್ಲಿ ಥಿಯೇಟರ್‌ನಲ್ಲಿ ನೂಕು ನುಗ್ಗಲಾಗಿ ಅಭಿಮಾನಿಯೊಬ್ಬ ಸತ್ತಾಗ ಇವರದ್ದೇ ಸರ್ಕಾರ ನಟ ಅಲ್ಲು ಅರ್ಜುನ್ ಅವರನ್ನು ಬಂಧಿಸಿತ್ತು. ಈಗ ಯಾವುದೇ ಪೂರ್ವ ತಯಾರಿ ಇಲ್ಲದೇ ಮಾಡಿದ ಕಾರ್ಯಕ್ರಮದಿಂದ 11 ಮಂದಿ ಸತ್ತಿದ್ದಾರೆ. ಇದಕ್ಕೆ ಯಾರನ್ನು ಜೈಲಿಗೆ ಹಾಕುತ್ತೀರಿ ಎಂದು ಪ್ರಶ್ನಿಸಿದರು. ಘಟನೆಗೆ ಸಂಬಂಧಿಸಿದಂತೆ ನ್ಯಾಯಾಂಗ ತನಿಖೆ ಸಾಲುವುದಿಲ್ಲ. ಆಡಳಿತ ಇದ್ದರೆ ಹಾಲಿ ನ್ಯಾಯಾಧೀಶರ ನೇತೃತ್ವದಲ್ಲಿ ತನಿಖೆ ನಡೆಸಬೇಕು. ಇಲ್ಲವಾದರೆ, ಸಿಬಿಐಗೆ ಒಪ್ಪಿಸಬೇಕು. ಆರ್‌ಸಿಬಿ ತಂಡದ ಬಳಿ ಹಣಕ್ಕೇನು ಕೊರತೆ ಇಲ್ಲ. ಕಾಲ್ತುಳಿತದಲ್ಲಿ ಮೃತಪಟ್ಟವರ ಕುಟುಂಬಕ್ಕೆ ತಲಾ 50 ಲಕ್ಷ ಪರಿಹಾರ ಕೊಡಬೇಕು ಎಂದು ಆಗ್ರಹಿಸಿದರು. ಎಂ.ಎಸ್. ಕರಿಗೌಡ್ರ, ವಿನಾಯಕ ಮಾನ್ವಿ, ರಾಜೇಂದ್ರ ಯತ್ನಟ್ಟಿ, ಸಿದ್ದು ಪಲ್ಲೇದ, ಉಷಾ ದಾಸರ, ವಿಜಯಲಕ್ಷ್ಮಿ ಮಾನ್ವಿ, ಎಂ.ಎಂ.ಹಿರೇಮಠ ಇದ್ದರು. [1108,453,1310,875]
banner-line1: ಗದಗ ಜಿಲ್ಲಾ ಕಾರ್ಯನಿರತ ಪತ್ರಕರ್ತರ ಸಂಘ [933,204,1057,214]
article5-column2 [682,1440,878,2094]
article3-headline: ಕಾಲ್ತುಳಿತ ಪ್ರಕರಣ: ರಾಜ್ಯ ಸರ್ಕಾರವೇ ನೇರ ಹೊಣೆ: ಸಿ.ಸಿ ಪಾಟೀಲ [680,119,1230,149]
article5-headline [480,1060,878,1144]
article7-body [892,1816,1312,2098]
banner-line2: ಪತ್ರಿಕಾ ಭವನ [961,221,1029,240]
article2-col1-text: ಕೊಪ್ಪಳ- ವಿಕಲಚೇತನರ ಹಾಗೂ ಹಿರಿಯ ನಾಗರಿಕರ ಸಬಲೀಕರಣ ಇಲಾಖೆಯಿಂದ 2025-26ನೇ ಸಾಲಿನಲ್ಲಿ ಆಟಿಸಂ, ಬೌದ್ಧಿಕ ವಿಕಲತೆ ಮತ್ತು ಬಹುವಿಧ ಅಂಗವಿಕಲತೆ (ಪ್ರಾನರೂಪ/ದೈಹಿಕಲ) ಕಾಯಿಲೆಯಿಂದ ಬಳಲುತ್ತಿರುವ ವಿಕಲಚೇತನ ವ್ಯಕ್ತಿಗಳ ಆರೈಕೆದಾರರಿಗೆ ಮಾಹೆಯಾನ ರೂ.1000/- ಗಳ ಪ್ರೋತ್ಸಾಹಧನ ನೀಡುವ ಯೋಜನೆಯನ್ನು ಅನುಷ್ಠಾನಗೊಳಿಸಲಾಗುತ್ತಿದ್ದು, ವಿಕಲಚೇತನರ ಆರೈಕೆದಾರರಿಂದ ಅರ್ಜಿ ಆಹ್ವಾನಿಸಲಾಗಿದೆ. 2024-25ನೇ ಸಾಲಿನಿಂದ ಕೊಪ್ಪಳ ಜಿಲ್ಲಾ ವ್ಯಾಪ್ತಿಯ ಸೆರೆಬ್ರಲ್ ಪಾಲ್ಸಿ, ಮಸ್ಕ್ಯುಲರ್ ಡಿಸ್ಟ್ರೋಫಿ, ಪಾರ್ಕಿನ್ಸನ್, ಮಲ್ಟಿಪಲ್ ಸ್ಕ್ಲೆರೋಸಿಸ್ ಖಾಯಿಲೆಯಿಂದ ಬಳಲುತ್ತಿರುವ ವಿಕಲಚೇತನ ವ್ಯಕ್ತಿಗಳ ಆರೈಕೆದಾರರಿಗೆ ಮಾಹೆಯಾನ ರೂ.1000/-ಗಳ ಪ್ರೋತ್ಸಾಹಧನವನ್ನು ನೀಡಲಾಗುತ್ತಿದೆ. ಅರ್ಜಿ ಸಲ್ಲಿಸಲು ಜೂನ್ 30 ಕೊನೆಯ ದಿನವಾಗಿದ್ದು, ಅರ್ಜಿದಾರರು ಯು.ಡಿ.ಐ.ಡಿ. ಕಾರ್ಡ್, [262,581,456,982]
